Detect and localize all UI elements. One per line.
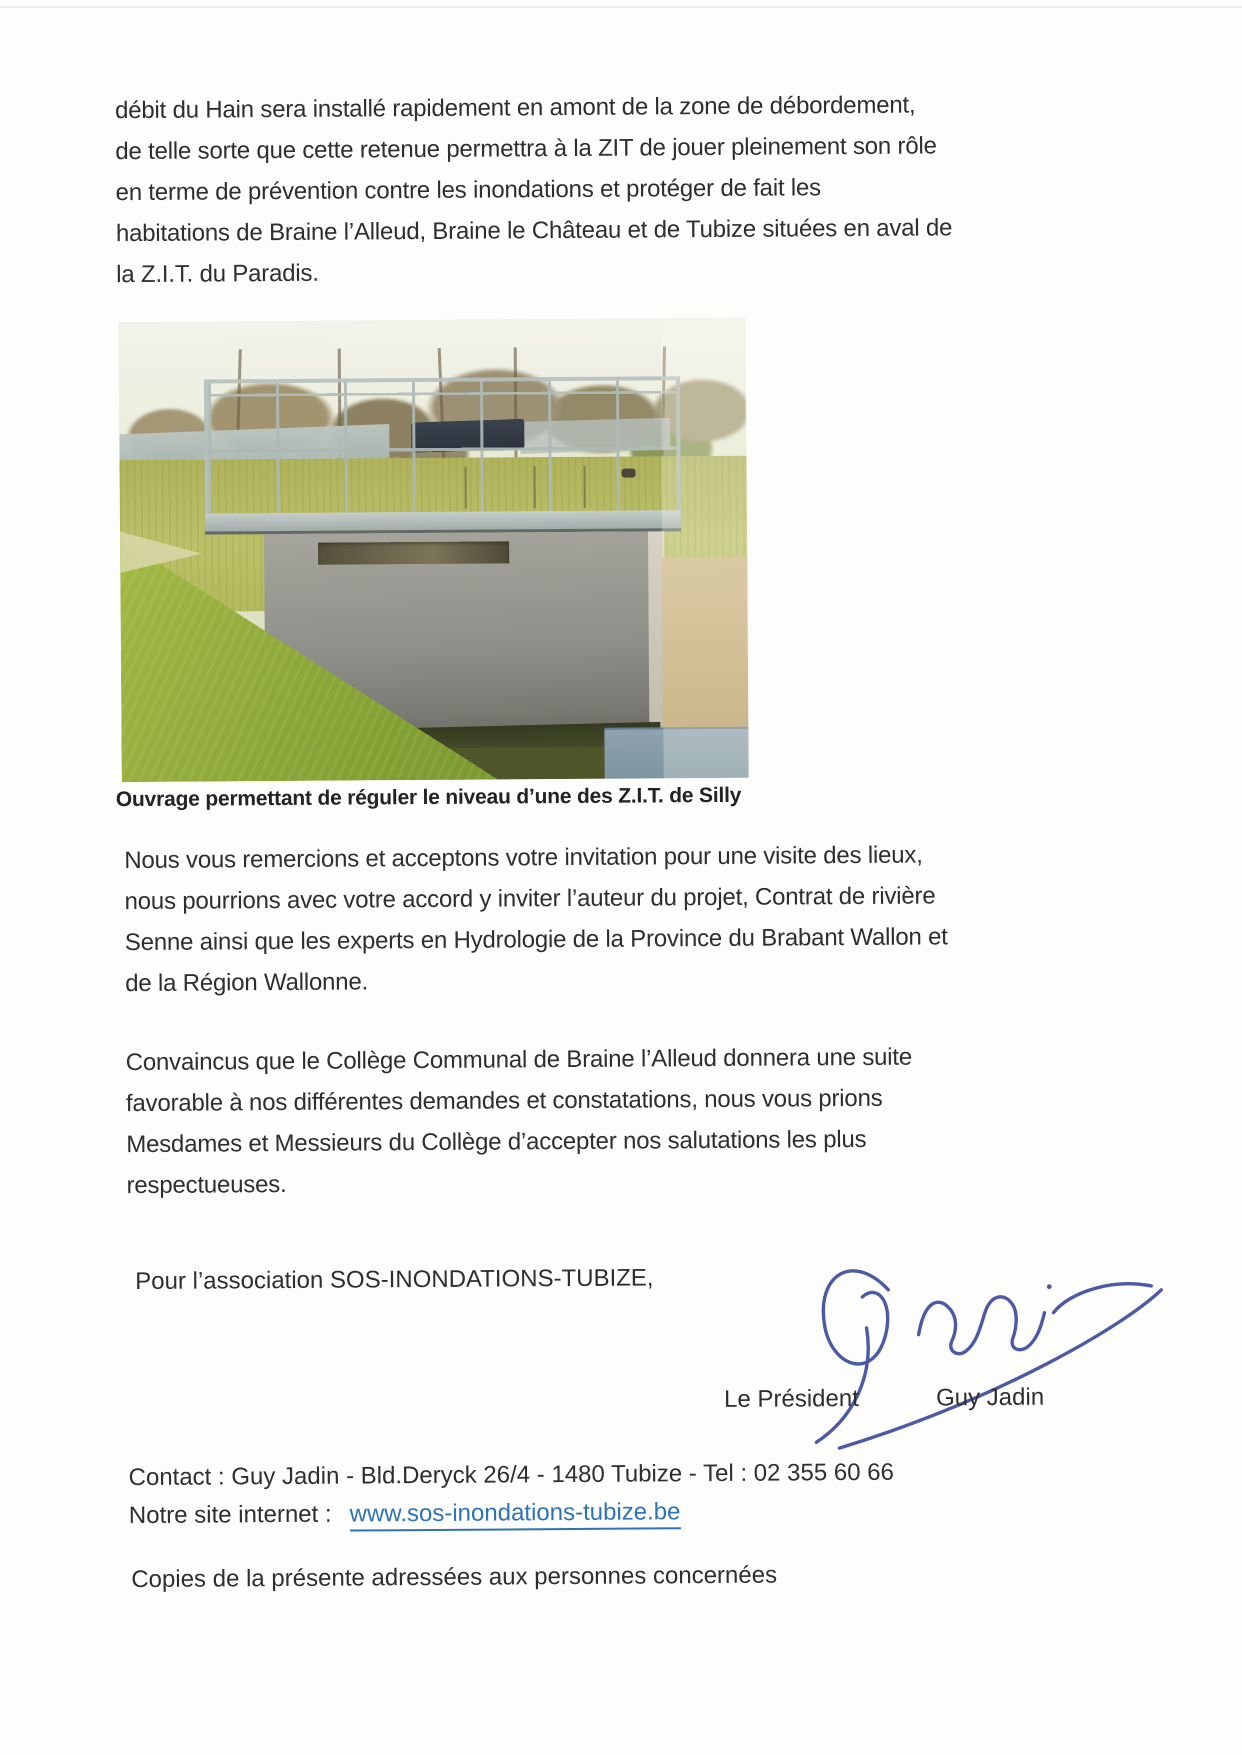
website-link[interactable]: www.sos-inondations-tubize.be — [350, 1498, 681, 1531]
contact-line: Contact : Guy Jadin - Bld.Deryck 26/4 - 1480 Tubize - Tel : 02 355 60 66 — [128, 1458, 894, 1492]
text-line: Convaincus que le Collège Communal de Braine l’Alleud donnera une suite — [125, 1043, 913, 1077]
photo-caption: Ouvrage permettant de réguler le niveau d’une des Z.I.T. de Silly — [115, 783, 742, 812]
signature — [703, 1228, 1185, 1466]
body-paragraph-2 — [124, 834, 948, 1004]
text-line: de telle sorte que cette retenue permettra à la ZIT de jouer pleinement son rôle — [115, 132, 937, 166]
signature-i-dot — [1047, 1284, 1052, 1289]
president-title: Le Président — [723, 1384, 859, 1413]
text-line: Nous vous remercions et acceptons votre invitation pour une visite des lieux, — [124, 841, 923, 875]
text-line: la Z.I.T. du Paradis. — [116, 259, 319, 289]
text-line: débit du Hain sera installé rapidement en amont de la zone de débordement, — [114, 91, 916, 125]
website-line — [129, 1498, 681, 1533]
text-line: respectueuses. — [126, 1170, 287, 1200]
text-line: Mesdames et Messieurs du Collège d’accepter nos salutations les plus — [126, 1125, 867, 1159]
association-line: Pour l’association SOS-INONDATIONS-TUBIZE, — [135, 1264, 654, 1296]
photo-metal-railing — [204, 376, 681, 515]
text-line: en terme de prévention contre les inondations et protéger de fait les — [115, 174, 822, 207]
text-line: de la Région Wallonne. — [125, 968, 369, 998]
photo-outlet-slit — [318, 541, 509, 564]
website-label: Notre site internet : — [128, 1500, 332, 1530]
text-line: favorable à nos différentes demandes et constatations, nous vous prions — [125, 1084, 883, 1118]
copies-line: Copies de la présente adressées aux personnes concernées — [131, 1561, 778, 1594]
president-name: Guy Jadin — [935, 1383, 1045, 1412]
signature-loop — [823, 1271, 889, 1365]
text-line: Senne ainsi que les experts en Hydrologie de la Province du Brabant Wallon et — [124, 923, 948, 957]
text-line: nous pourrions avec votre accord y inviter l’auteur du projet, Contrat de rivière — [124, 882, 936, 916]
body-paragraph-3 — [126, 1037, 913, 1206]
text-line: habitations de Braine l’Alleud, Braine le Château et de Tubize situées en aval de — [115, 214, 953, 248]
photo-exposure-overlay — [661, 318, 749, 779]
photo-regulation-structure — [119, 318, 749, 782]
body-paragraph-1 — [115, 84, 953, 295]
signature-letters — [918, 1297, 1044, 1354]
